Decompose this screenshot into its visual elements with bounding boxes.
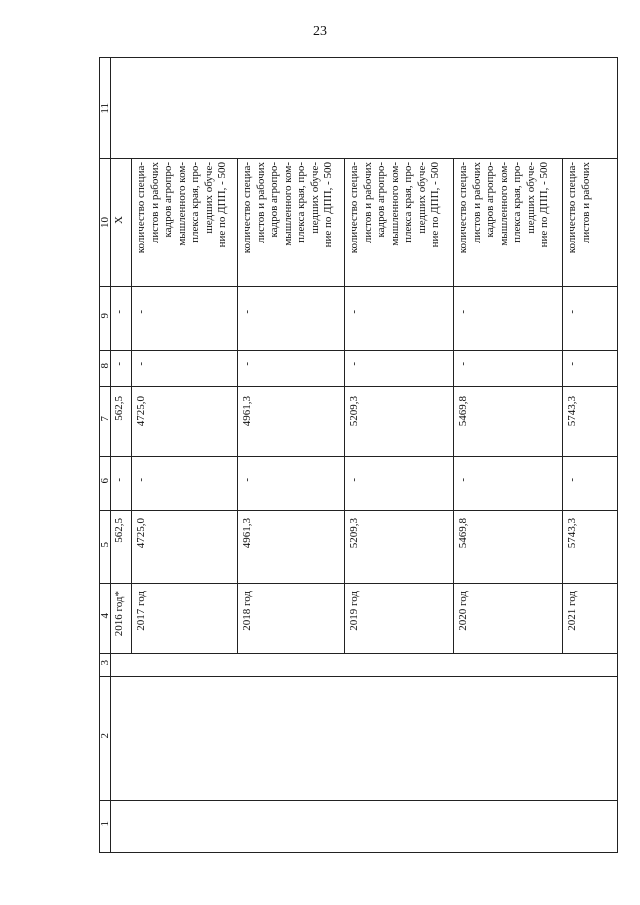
row-2017-desc-line: плекса края, про- <box>189 162 201 243</box>
row-2018-col7: 4961,3 <box>241 396 253 427</box>
grid-line-horizontal <box>100 386 617 387</box>
row-2020-col9: - <box>457 310 469 314</box>
row-2020-desc-line: ние по ДПП, - 500 <box>538 162 550 248</box>
row-2019-col7: 5209,3 <box>348 396 360 427</box>
row-2019-desc-line: мышленного ком- <box>388 162 401 246</box>
grid-line-horizontal <box>100 350 617 351</box>
column-number-1: 1 <box>99 821 111 827</box>
row-2021-col9: - <box>566 310 578 314</box>
page-number: 23 <box>313 24 327 39</box>
rotated-data-table <box>99 57 618 853</box>
column-number-4: 4 <box>99 613 111 619</box>
column-number-2: 2 <box>99 733 111 739</box>
row-2018-year: 2018 год <box>241 591 253 631</box>
row-2018-desc-line: ние по ДПП, - 500 <box>322 162 334 248</box>
column-number-6: 6 <box>99 478 111 484</box>
row-2017-desc-line: шедших обуче- <box>202 162 215 234</box>
row-2020-col5: 5469,8 <box>457 518 469 549</box>
grid-line-horizontal <box>100 510 617 511</box>
row-2016-year: 2016 год* <box>113 591 125 637</box>
row-2020-desc-line: количество специа- <box>457 162 469 254</box>
grid-line-horizontal <box>100 653 617 654</box>
grid-line-horizontal <box>100 800 617 801</box>
column-number-9: 9 <box>99 313 111 319</box>
grid-line-horizontal <box>100 676 617 677</box>
row-2019-desc-line: количество специа- <box>348 162 360 254</box>
row-2021-year: 2021 год <box>566 591 578 631</box>
grid-line-vertical <box>237 158 238 653</box>
row-2019-year: 2019 год <box>348 591 360 631</box>
row-2019-col6: - <box>348 478 360 482</box>
row-2020-desc-line: листов и рабочих <box>470 162 483 244</box>
row-2019-desc-line: кадров агропро- <box>375 162 387 238</box>
row-2016-col7: 562,5 <box>113 396 125 421</box>
row-2020-col6: - <box>457 478 469 482</box>
row-2017-desc-line: кадров агропро- <box>162 162 174 238</box>
row-2020-year: 2020 год <box>457 591 469 631</box>
row-2020-desc-line: кадров агропро- <box>484 162 496 238</box>
row-2021-desc-line: листов и рабочих <box>579 162 592 244</box>
row-2020-desc-line: плекса края, про- <box>511 162 523 243</box>
row-2018-desc-line: шедших обуче- <box>308 162 321 234</box>
row-2019-desc-line: шедших обуче- <box>415 162 428 234</box>
column-number-11: 11 <box>99 103 111 114</box>
row-2020-desc-line: мышленного ком- <box>497 162 510 246</box>
row-2017-desc-line: листов и рабочих <box>148 162 161 244</box>
row-2017-col6: - <box>135 478 147 482</box>
row-2016-col8: - <box>113 362 125 366</box>
row-2016-col10: X <box>113 216 125 224</box>
row-2017-desc-line: ние по ДПП, - 500 <box>216 162 228 248</box>
row-2020-desc-line: шедших обуче- <box>524 162 537 234</box>
row-2018-desc-line: листов и рабочих <box>254 162 267 244</box>
row-2017-desc-line: количество специа- <box>135 162 147 254</box>
grid-line-vertical <box>131 158 132 653</box>
row-2016-col9: - <box>113 310 125 314</box>
row-2019-desc-line: ние по ДПП, - 500 <box>429 162 441 248</box>
row-2018-desc-line: количество специа- <box>241 162 253 254</box>
column-number-3: 3 <box>99 659 111 665</box>
row-2017-col5: 4725,0 <box>135 518 147 549</box>
row-2020-col7: 5469,8 <box>457 396 469 427</box>
row-2019-col9: - <box>348 310 360 314</box>
row-2021-col6: - <box>566 478 578 482</box>
row-2018-desc-line: плекса края, про- <box>295 162 307 243</box>
row-2017-col7: 4725,0 <box>135 396 147 427</box>
row-2018-col8: - <box>241 362 253 366</box>
row-2021-col5: 5743,3 <box>566 518 578 549</box>
row-2017-desc-line: мышленного ком- <box>175 162 188 246</box>
column-number-7: 7 <box>99 416 111 422</box>
row-2018-col9: - <box>241 310 253 314</box>
grid-line-horizontal <box>100 456 617 457</box>
row-2017-col9: - <box>135 310 147 314</box>
column-number-10: 10 <box>99 217 111 228</box>
row-2021-col8: - <box>566 362 578 366</box>
row-2018-col5: 4961,3 <box>241 518 253 549</box>
column-number-8: 8 <box>99 363 111 369</box>
row-2021-col7: 5743,3 <box>566 396 578 427</box>
grid-line-vertical <box>344 158 345 653</box>
row-2016-col6: - <box>113 478 125 482</box>
row-2017-year: 2017 год <box>135 591 147 631</box>
row-2018-col6: - <box>241 478 253 482</box>
grid-line-horizontal <box>100 158 617 159</box>
row-2020-col8: - <box>457 362 469 366</box>
row-2016-col5: 562,5 <box>113 518 125 543</box>
grid-line-horizontal <box>100 286 617 287</box>
row-2018-desc-line: мышленного ком- <box>281 162 294 246</box>
grid-line-vertical <box>453 158 454 653</box>
grid-line-horizontal <box>100 583 617 584</box>
row-2021-desc-line: количество специа- <box>566 162 578 254</box>
row-2019-col5: 5209,3 <box>348 518 360 549</box>
row-2019-col8: - <box>348 362 360 366</box>
grid-line-vertical <box>562 158 563 653</box>
column-number-5: 5 <box>99 541 111 547</box>
row-2019-desc-line: листов и рабочих <box>361 162 374 244</box>
row-2017-col8: - <box>135 362 147 366</box>
row-2019-desc-line: плекса края, про- <box>402 162 414 243</box>
row-2018-desc-line: кадров агропро- <box>268 162 280 238</box>
